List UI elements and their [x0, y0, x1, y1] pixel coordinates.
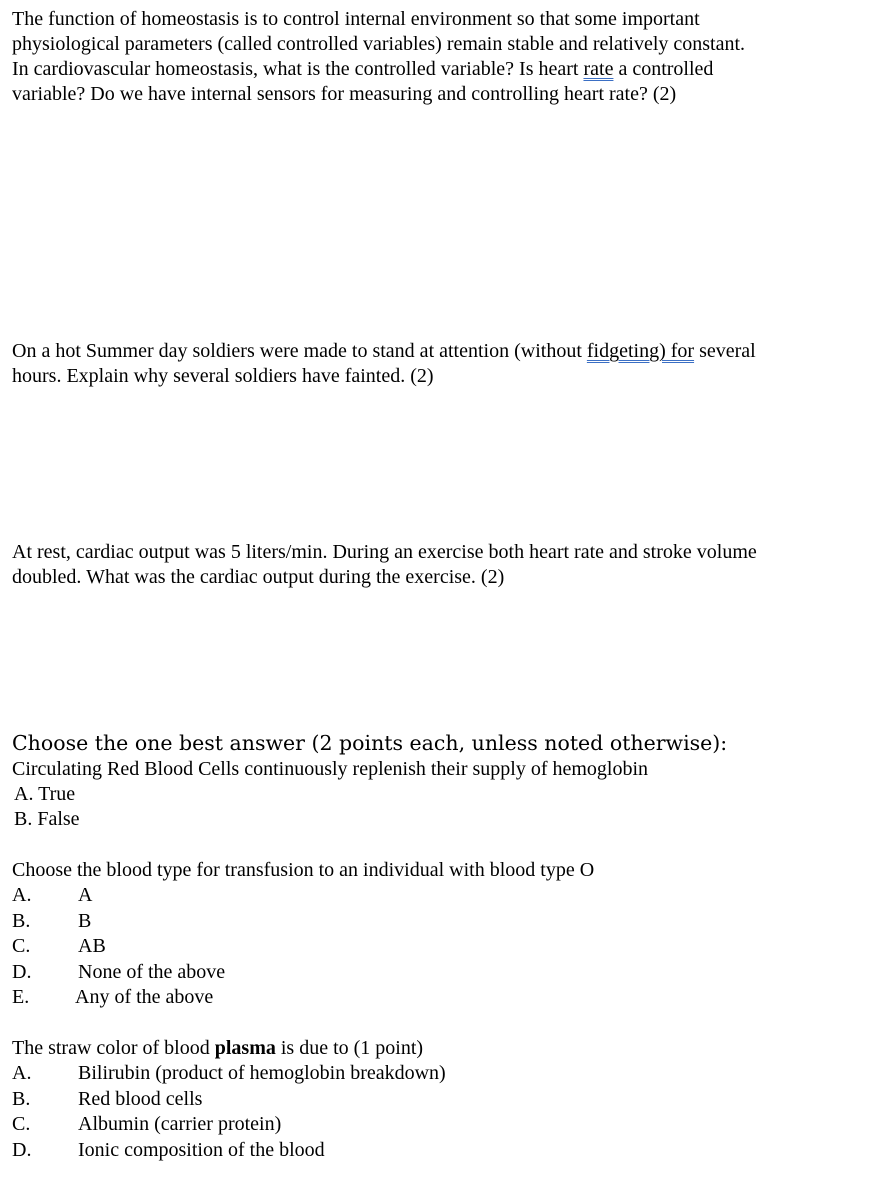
- option-text: Albumin (carrier protein): [78, 1113, 282, 1135]
- option-text: Any of the above: [75, 986, 214, 1008]
- mc-question: [12, 1036, 882, 1061]
- option-letter: C.: [12, 935, 31, 957]
- option-letter: A.: [12, 884, 32, 906]
- mc-option-e: [12, 985, 882, 1011]
- mc-option-a: [12, 1061, 882, 1087]
- question-text-line: [12, 57, 882, 82]
- option-letter: D.: [12, 960, 32, 983]
- mc-option-d: [12, 1138, 882, 1164]
- mc-question-blood-type: [12, 858, 882, 1011]
- mc-question: Choose the blood type for transfusion to an individual with blood type O: [12, 859, 595, 881]
- mc-option-c: [12, 934, 882, 960]
- question-text-segment: In cardiovascular homeostasis, what is the controlled variable? Is heart: [12, 58, 584, 80]
- mc-option-b: [12, 1087, 882, 1113]
- option-letter: D.: [12, 1138, 32, 1161]
- option-letter: B.: [12, 909, 31, 932]
- question-text-line: doubled. What was the cardiac output during the exercise. (2): [12, 566, 505, 588]
- grammar-marked-word[interactable]: rate: [583, 58, 614, 80]
- multiple-choice-section: [12, 729, 882, 832]
- question-text-segment: The straw color of blood: [12, 1037, 215, 1059]
- question-text-line: At rest, cardiac output was 5 liters/min. During an exercise both heart rate and stroke volume: [12, 541, 757, 563]
- section-heading: Choose the one best answer (2 points each, unless noted otherwise):: [12, 731, 728, 755]
- option-text: None of the above: [78, 960, 226, 983]
- question-text-segment: is due to (1 point): [275, 1037, 424, 1059]
- option-text: AB: [78, 935, 106, 957]
- option-letter: C.: [12, 1113, 31, 1135]
- question-soldiers-fainting: [12, 339, 882, 389]
- mc-option-a: [12, 883, 882, 909]
- option-letter: B.: [12, 1087, 31, 1110]
- option-text: B: [78, 909, 92, 932]
- mc-question-plasma-color: [12, 1036, 882, 1163]
- question-text-segment: On a hot Summer day soldiers were made to stand at attention (without: [12, 340, 587, 362]
- question-text-segment: a controlled: [613, 58, 714, 80]
- option-letter: E.: [12, 986, 30, 1008]
- option-text: Ionic composition of the blood: [78, 1138, 325, 1161]
- mc-option-b: B. False: [14, 808, 80, 830]
- option-text: Bilirubin (product of hemoglobin breakdown): [78, 1062, 446, 1084]
- mc-option-c: [12, 1112, 882, 1138]
- question-text-line: [12, 339, 882, 364]
- mc-option-b: [12, 909, 882, 935]
- option-text: Red blood cells: [78, 1087, 203, 1110]
- option-text: A: [78, 884, 93, 906]
- question-text-line: The function of homeostasis is to control internal environment so that some important: [12, 8, 700, 30]
- question-cardiac-output: [12, 540, 882, 590]
- question-homeostasis: [12, 7, 882, 107]
- question-text-line: hours. Explain why several soldiers have fainted. (2): [12, 365, 434, 387]
- mc-option-a: A. True: [14, 783, 76, 805]
- mc-question: Circulating Red Blood Cells continuously replenish their supply of hemoglobin: [12, 758, 649, 780]
- question-text-segment: several: [694, 340, 756, 362]
- question-text-line: physiological parameters (called controlled variables) remain stable and relatively constant.: [12, 33, 746, 55]
- question-bold-term: plasma: [214, 1037, 276, 1059]
- mc-option-d: [12, 960, 882, 986]
- option-letter: A.: [12, 1062, 32, 1084]
- question-text-line: variable? Do we have internal sensors for measuring and controlling heart rate? (2): [12, 83, 677, 105]
- grammar-marked-word[interactable]: fidgeting) for: [586, 340, 695, 362]
